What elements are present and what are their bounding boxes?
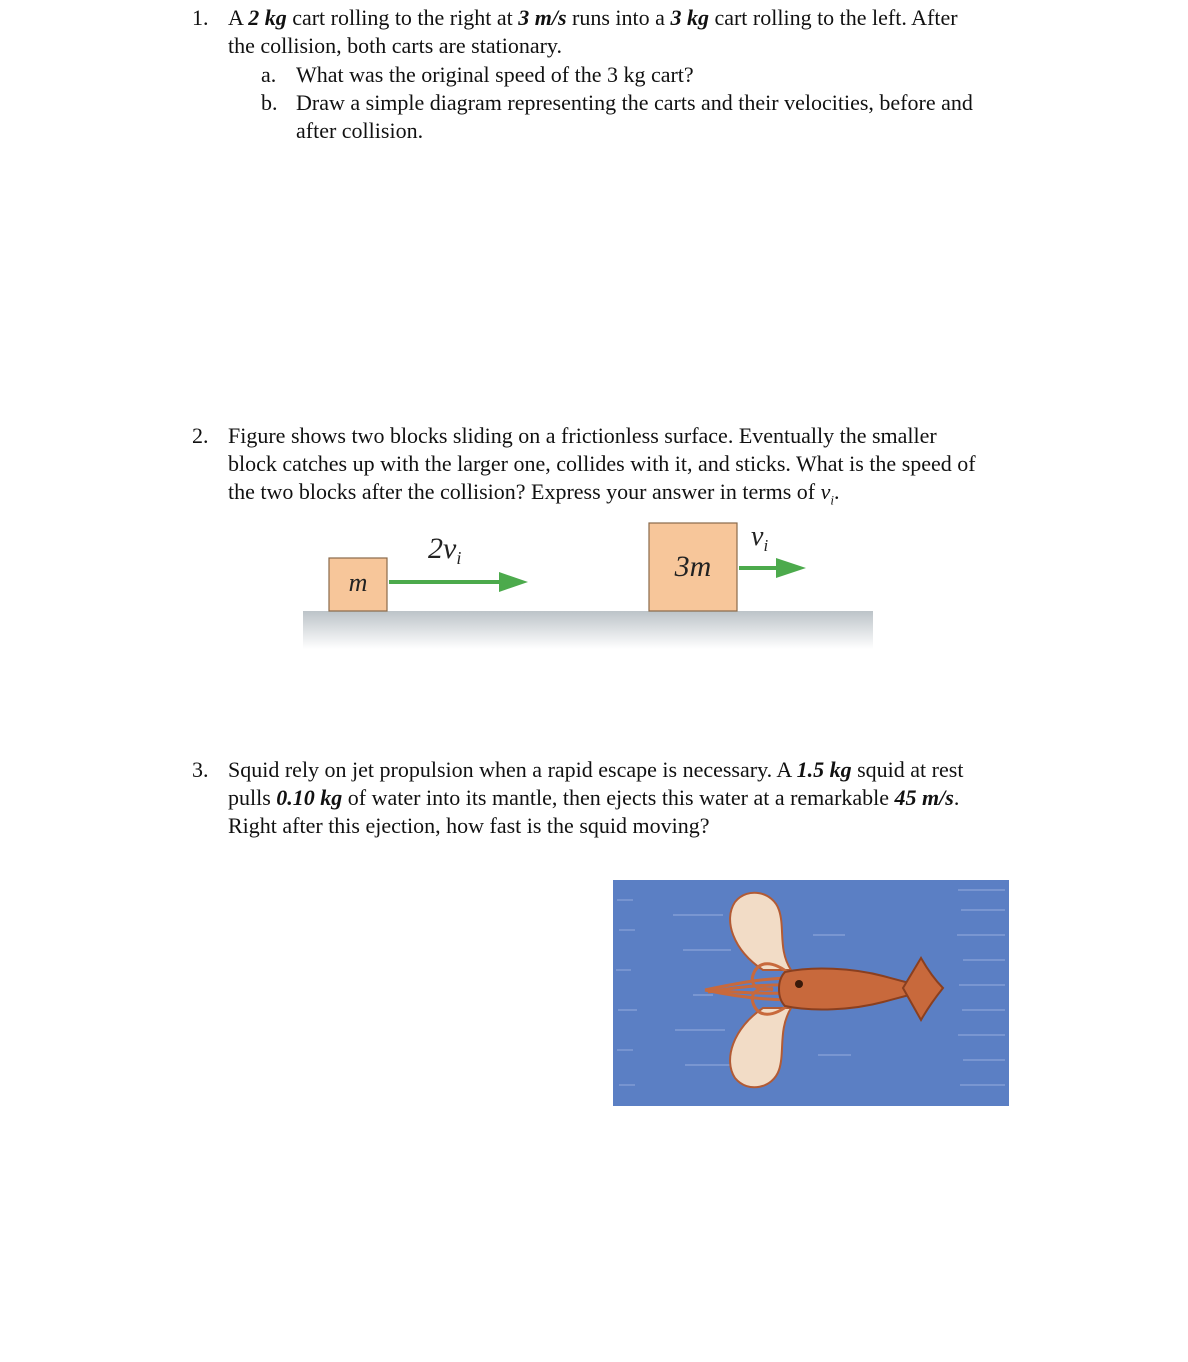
squid-illustration [613,880,1009,1106]
water-speed: 45 m/s [894,785,954,810]
blocks-figure [300,518,880,654]
question-2-number: 2. [192,423,209,448]
part-b-line-1: Draw a simple diagram representing the carts and their velocities, before and [296,90,973,115]
water-mass: 0.10 kg [276,785,343,810]
question-3-line-1: Squid rely on jet propulsion when a rapid escape is necessary. A 1.5 kg squid at rest [228,757,964,782]
question-2-line-2: block catches up with the larger one, collides with it, and sticks. What is the speed of [228,451,976,476]
mass-2kg: 2 kg [248,5,287,30]
frictionless-surface [303,611,873,649]
question-1-line-2: the collision, both carts are stationary. [228,33,562,58]
small-block-label: m [348,568,368,597]
small-velocity-arrow [389,572,528,592]
part-b-line-2: after collision. [296,118,424,143]
small-velocity-label: $2v_i$ [428,532,462,568]
part-a-text: What was the original speed of the 3 kg cart? [296,62,694,87]
large-block-label: 3m [674,550,712,583]
question-1-line-1: A 2 kg cart rolling to the right at 3 m/s runs into a 3 kg cart rolling to the left. After [228,5,958,30]
squid-eye [795,980,803,988]
large-velocity-label: $v_i$ [751,521,769,555]
part-a-label: a. [261,62,277,87]
part-b-label: b. [261,90,278,115]
large-velocity-arrow [739,558,806,578]
vi-variable: v [820,479,831,504]
question-3-line-3: Right after this ejection, how fast is the squid moving? [228,813,710,838]
question-2-line-3: the two blocks after the collision? Express your answer in terms of $v_i$. [228,479,840,508]
mass-3kg: 3 kg [670,5,709,30]
question-3-number: 3. [192,757,209,782]
question-2-line-1: Figure shows two blocks sliding on a frictionless surface. Eventually the smaller [228,423,937,448]
question-1-number: 1. [192,5,209,30]
question-3-line-2: pulls 0.10 kg of water into its mantle, then ejects this water at a remarkable 45 m/s. [228,785,960,810]
speed-3ms: 3 m/s [518,5,567,30]
squid-mass: 1.5 kg [796,757,852,782]
